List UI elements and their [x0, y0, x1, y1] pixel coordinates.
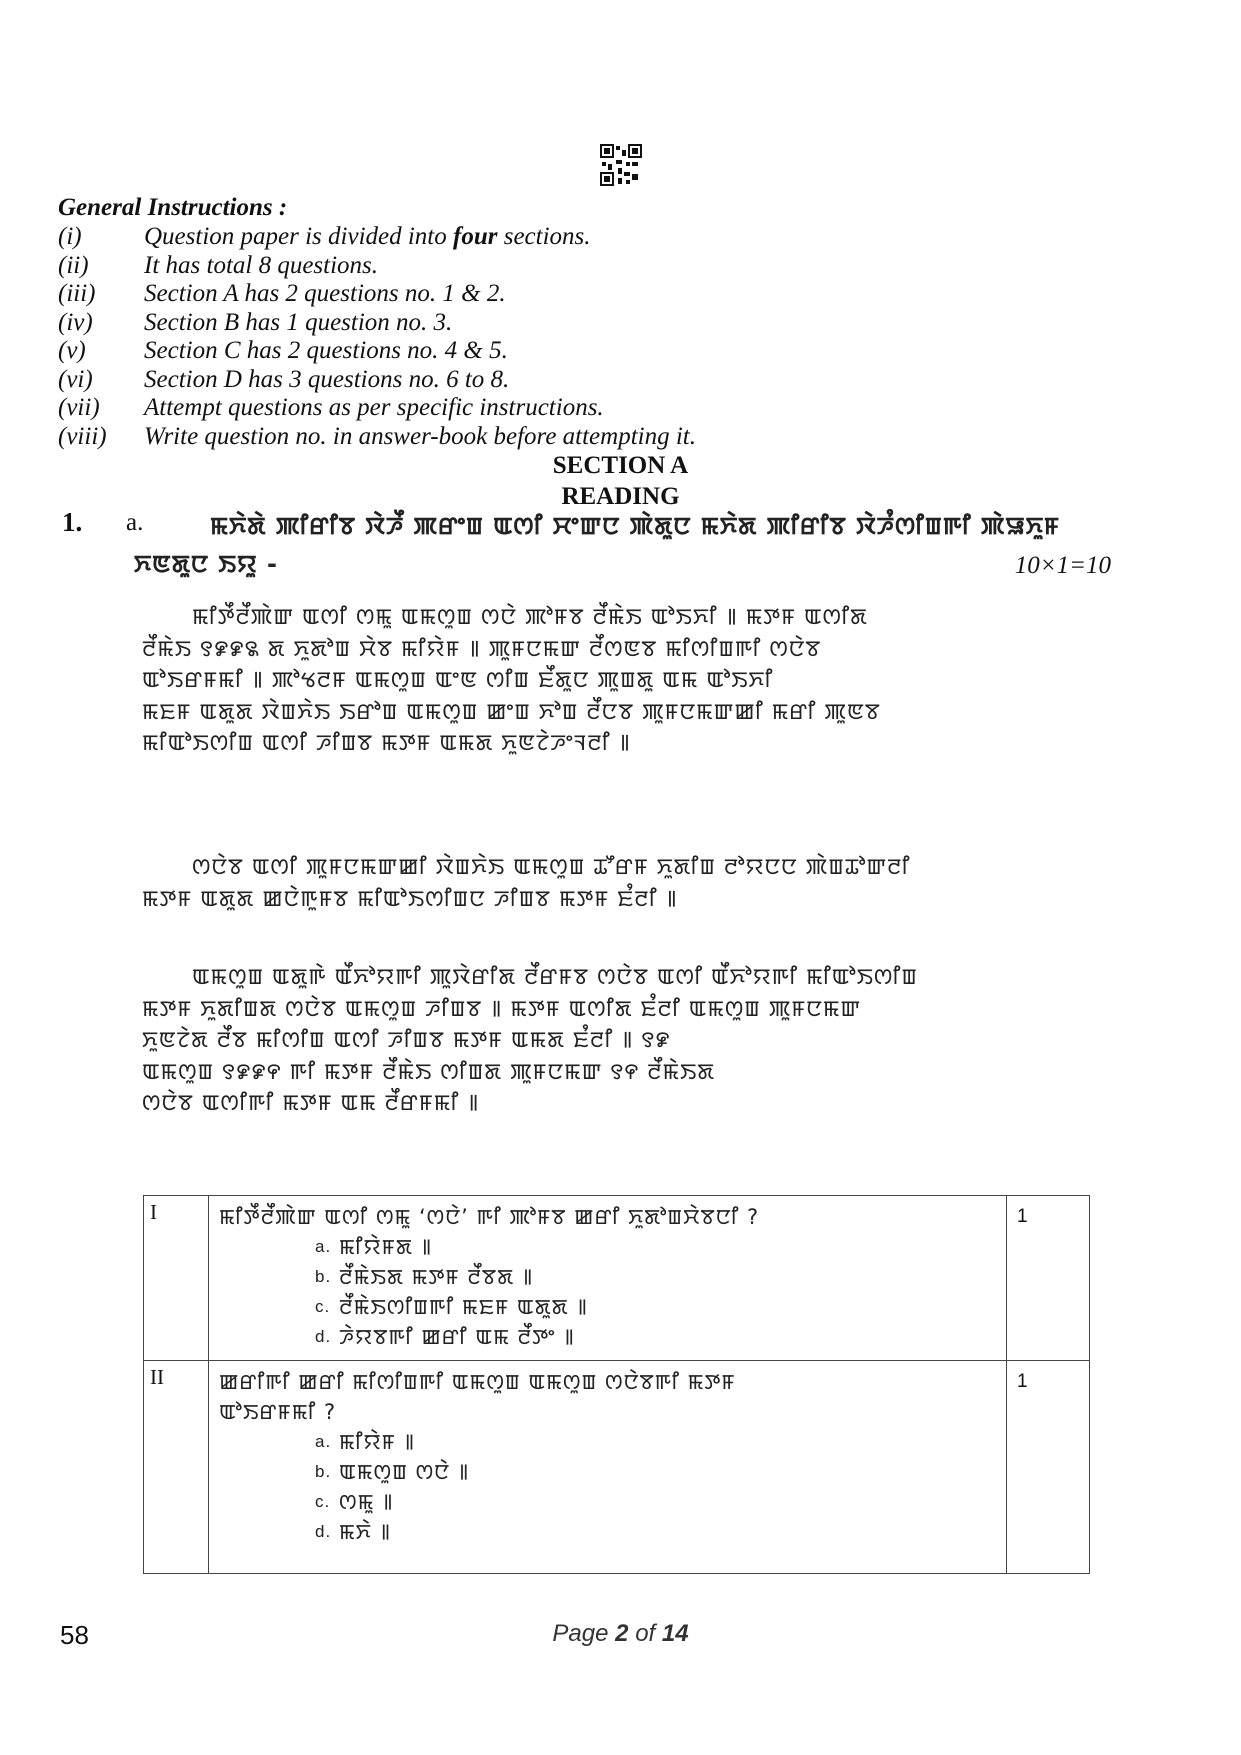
question-heading-line: ꯈꯟꯗꯨꯅ ꯏꯌꯨ -: [134, 550, 278, 578]
instruction-item: [58, 394, 818, 423]
section-title: SECTION A: [552, 452, 689, 479]
passage-line-text: ꯃꯤꯇꯩꯂꯩꯄꯥꯛ ꯑꯁꯤ ꯁꯃꯨ ꯑꯃꯁꯨꯡ ꯁꯅꯥ ꯄꯣꯝꯕ ꯂꯩꯃꯥꯏ ꯑꯣꯏꯈꯤ ꯫ ꯃꯇꯝ ꯑꯁꯤꯗ: [192, 605, 868, 630]
option-item: [219, 1487, 996, 1517]
option-text: ꯃꯤꯌꯥꯝꯗ ꯫: [339, 1235, 433, 1259]
option-text: ꯂꯩꯃꯥꯏꯗ ꯃꯇꯝ ꯂꯩꯕꯗ ꯫: [339, 1265, 534, 1289]
instruction-number: (vii): [58, 394, 100, 421]
option-item: [219, 1262, 996, 1292]
question-sub-label: a.: [126, 509, 144, 536]
passage-line: ꯑꯣꯏꯔꯝꯃꯤ ꯫ ꯄꯣꯠꯂꯝ ꯑꯃꯁꯨꯡ ꯑꯦꯟ ꯁꯤꯡ ꯐꯩꯗꯨꯅ ꯄꯨꯡꯗꯨ ꯑꯃ ꯑꯣꯏꯈꯤ: [142, 668, 774, 693]
passage-paragraph: [142, 602, 1102, 760]
option-item: [219, 1292, 996, 1322]
row-number: II: [144, 1361, 209, 1574]
instruction-number: (vi): [58, 365, 93, 393]
instruction-text-part: Question paper is divided into: [144, 223, 453, 250]
instruction-text: Section A has 2 questions no. 1 & 2.: [144, 280, 506, 307]
question-table: [143, 1195, 1090, 1574]
passage-line: [142, 602, 1102, 634]
option-key: a.: [315, 1237, 332, 1256]
page-total: 14: [661, 1620, 689, 1647]
option-text: ꯂꯩꯃꯥꯏꯁꯤꯡꯒꯤ ꯃꯐꯝ ꯑꯗꯨꯗ ꯫: [339, 1295, 589, 1319]
passage-line: ꯃꯐꯝ ꯑꯗꯨꯗ ꯋꯥꯡꯈꯥꯏ ꯏꯔꯣꯡ ꯑꯃꯁꯨꯡ ꯀꯦꯡ ꯈꯣꯡ ꯂꯩꯅꯕ ꯄꯨꯝꯅꯃꯛꯀꯤ ꯃꯔꯤ ꯄꯨꯟꯕ: [142, 699, 881, 725]
instruction-text: Section B has 1 question no. 3.: [144, 308, 453, 336]
question-heading: [134, 507, 1110, 583]
option-text: ꯁꯃꯨ ꯫: [339, 1490, 394, 1514]
instruction-text: Section C has 2 questions no. 4 & 5.: [144, 337, 508, 364]
option-item: [219, 1427, 996, 1457]
passage-line: [142, 852, 1102, 884]
instruction-number: (ii): [58, 251, 89, 279]
instruction-text-bold: four: [453, 223, 498, 250]
passage-line: ꯃꯤꯑꯣꯏꯁꯤꯡ ꯑꯁꯤ ꯍꯤꯡꯕ ꯃꯇꯝ ꯑꯃꯗ ꯈꯨꯟꯖꯥꯍꯦꯜꯂꯤ ꯫: [142, 731, 631, 756]
instruction-item: [58, 423, 818, 452]
sub-question-text: ꯃꯤꯇꯩꯂꯩꯄꯥꯛ ꯑꯁꯤ ꯁꯃꯨ ‘ꯁꯅꯥ’ ꯒꯤ ꯄꯣꯝꯕ ꯀꯔꯤ ꯈꯨꯗꯣꯡꯆꯥꯕꯅꯤ ?: [219, 1205, 760, 1229]
passage-line: ꯈꯨꯟꯖꯥꯗ ꯂꯩꯕ ꯃꯤꯁꯤꯡ ꯑꯁꯤ ꯍꯤꯡꯕ ꯃꯇꯝ ꯑꯃꯗ ꯐꯪꯂꯤ ꯫ ꯱꯹: [142, 1028, 671, 1053]
option-key: c.: [315, 1492, 331, 1511]
instruction-text: Write question no. in answer-book before attempting it.: [144, 422, 696, 450]
passage-line: ꯃꯇꯝ ꯈꯨꯗꯤꯡꯗ ꯁꯅꯥꯕ ꯑꯃꯁꯨꯡ ꯍꯤꯡꯕ ꯫ ꯃꯇꯝ ꯑꯁꯤꯗ ꯐꯪꯂꯤ ꯑꯃꯁꯨꯡ ꯄꯨꯝꯅꯃꯛ: [142, 996, 862, 1022]
sub-question-text: ꯑꯣꯏꯔꯝꯃꯤ ?: [219, 1400, 337, 1424]
passage-line: ꯑꯃꯁꯨꯡ ꯱꯹꯹꯵ ꯒꯤ ꯃꯇꯝ ꯂꯩꯃꯥꯏ ꯁꯤꯡꯗ ꯄꯨꯝꯅꯃꯛ ꯱꯵ ꯂꯩꯃꯥꯏꯗ: [142, 1059, 716, 1085]
marks-cell: 1: [1007, 1196, 1090, 1361]
option-item: [219, 1322, 996, 1352]
page-word: Page: [552, 1620, 609, 1647]
general-instructions-title: General Instructions :: [58, 194, 288, 221]
instruction-text: It has total 8 questions.: [144, 251, 379, 279]
passage-line: ꯁꯅꯥꯕ ꯑꯁꯤꯒꯤ ꯃꯇꯝ ꯑꯃ ꯂꯩꯔꯝꯃꯤ ꯫: [142, 1091, 480, 1116]
instruction-number: (v): [58, 337, 86, 364]
general-instructions-list: [58, 223, 818, 451]
question-heading-line: ꯃꯈꯥꯗꯥ ꯄꯤꯔꯤꯕ ꯋꯥꯍꯩ ꯄꯔꯦꯡ ꯑꯁꯤ ꯆꯦꯛꯅ ꯄꯥꯗꯨꯅ ꯃꯈꯥꯗ ꯄꯤꯔꯤꯕ ꯋꯥꯍꯪꯁꯤꯡꯒꯤ ꯄꯥꯎꯈꯨꯝ: [210, 512, 1061, 540]
passage-line: [142, 962, 1102, 994]
cell-spacer: [219, 1547, 996, 1565]
option-key: b.: [315, 1267, 332, 1286]
option-key: d.: [315, 1327, 332, 1346]
instruction-text-part: sections.: [497, 223, 591, 250]
question-number: 1.: [62, 507, 83, 537]
option-key: a.: [315, 1432, 332, 1451]
section-subtitle: READING: [561, 483, 680, 510]
option-item: [219, 1232, 996, 1262]
option-key: c.: [315, 1297, 331, 1316]
table-row: [144, 1196, 1090, 1361]
instruction-item: [58, 309, 818, 338]
option-text: ꯍꯥꯌꯕꯒꯤ ꯀꯔꯤ ꯑꯃ ꯂꯩꯇꯦ ꯫: [339, 1325, 575, 1349]
passage-line-text: ꯁꯅꯥꯕ ꯑꯁꯤ ꯄꯨꯝꯅꯃꯛꯀꯤ ꯋꯥꯡꯈꯥꯏ ꯑꯃꯁꯨꯡ ꯊꯧꯔꯝ ꯈꯨꯗꯤꯡ ꯂꯣꯌꯅꯅ ꯄꯥꯡꯊꯣꯛꯂꯤ: [192, 855, 911, 880]
question-marks: 10×1=10: [1014, 552, 1111, 579]
instruction-number: (viii): [58, 422, 107, 450]
option-text: ꯃꯈꯥ ꯫: [339, 1520, 392, 1544]
option-key: d.: [315, 1522, 332, 1541]
of-word: of: [635, 1620, 656, 1647]
page-number: 2: [615, 1620, 629, 1647]
instruction-number: (i): [58, 223, 82, 250]
instruction-item: [58, 252, 818, 281]
option-item: [219, 1457, 996, 1487]
passage-line: ꯂꯩꯃꯥꯏ ꯱꯹꯹꯲ ꯗ ꯈꯨꯗꯣꯡ ꯆꯥꯕ ꯃꯤꯌꯥꯝ ꯫ ꯄꯨꯝꯅꯃꯛ ꯂꯩꯁꯟꯕ ꯃꯤꯁꯤꯡꯒꯤ ꯁꯅꯥꯕ: [142, 636, 822, 662]
passage-line-text: ꯑꯃꯁꯨꯡ ꯑꯗꯨꯒꯥ ꯑꯩꯈꯣꯌꯒꯤ ꯄꯨꯋꯥꯔꯤꯗ ꯂꯩꯔꯝꯕ ꯁꯅꯥꯕ ꯑꯁꯤ ꯑꯩꯈꯣꯌꯒꯤ ꯃꯤꯑꯣꯏꯁꯤꯡ: [192, 965, 918, 990]
instruction-item: [58, 280, 818, 309]
question-cell: [209, 1361, 1007, 1574]
instruction-text: Attempt questions as per specific instructions.: [144, 394, 604, 421]
qr-code: [600, 144, 642, 186]
passage-paragraph: [142, 962, 1102, 1120]
instruction-number: (iv): [58, 308, 93, 336]
instruction-text: Section D has 3 questions no. 6 to 8.: [144, 365, 510, 393]
passage-line: ꯃꯇꯝ ꯑꯗꯨꯗ ꯀꯅꯥꯒꯨꯝꯕ ꯃꯤꯑꯣꯏꯁꯤꯡꯅ ꯍꯤꯡꯕ ꯃꯇꯝ ꯐꯪꯂꯤ ꯫: [142, 886, 678, 912]
marks-cell: 1: [1007, 1361, 1090, 1574]
option-item: [219, 1517, 996, 1547]
instruction-number: (iii): [58, 280, 96, 307]
option-key: b.: [315, 1462, 332, 1481]
instruction-item: [58, 223, 818, 252]
option-text: ꯃꯤꯌꯥꯝ ꯫: [339, 1430, 416, 1454]
row-number: I: [144, 1196, 209, 1361]
sub-question-text: ꯀꯔꯤꯒꯤ ꯀꯔꯤ ꯃꯤꯁꯤꯡꯒꯤ ꯑꯃꯁꯨꯡ ꯑꯃꯁꯨꯡ ꯁꯅꯥꯕꯒꯤ ꯃꯇꯝ: [219, 1370, 736, 1394]
instruction-item: [58, 366, 818, 395]
instruction-text: [144, 223, 591, 252]
page-indicator: [0, 1620, 1241, 1648]
passage-paragraph: [142, 852, 1102, 915]
question-cell: [209, 1196, 1007, 1361]
table-row: [144, 1361, 1090, 1574]
paper-code: 58: [60, 1620, 89, 1650]
instruction-item: [58, 337, 818, 366]
option-text: ꯑꯃꯁꯨꯡ ꯁꯅꯥ ꯫: [339, 1460, 470, 1484]
